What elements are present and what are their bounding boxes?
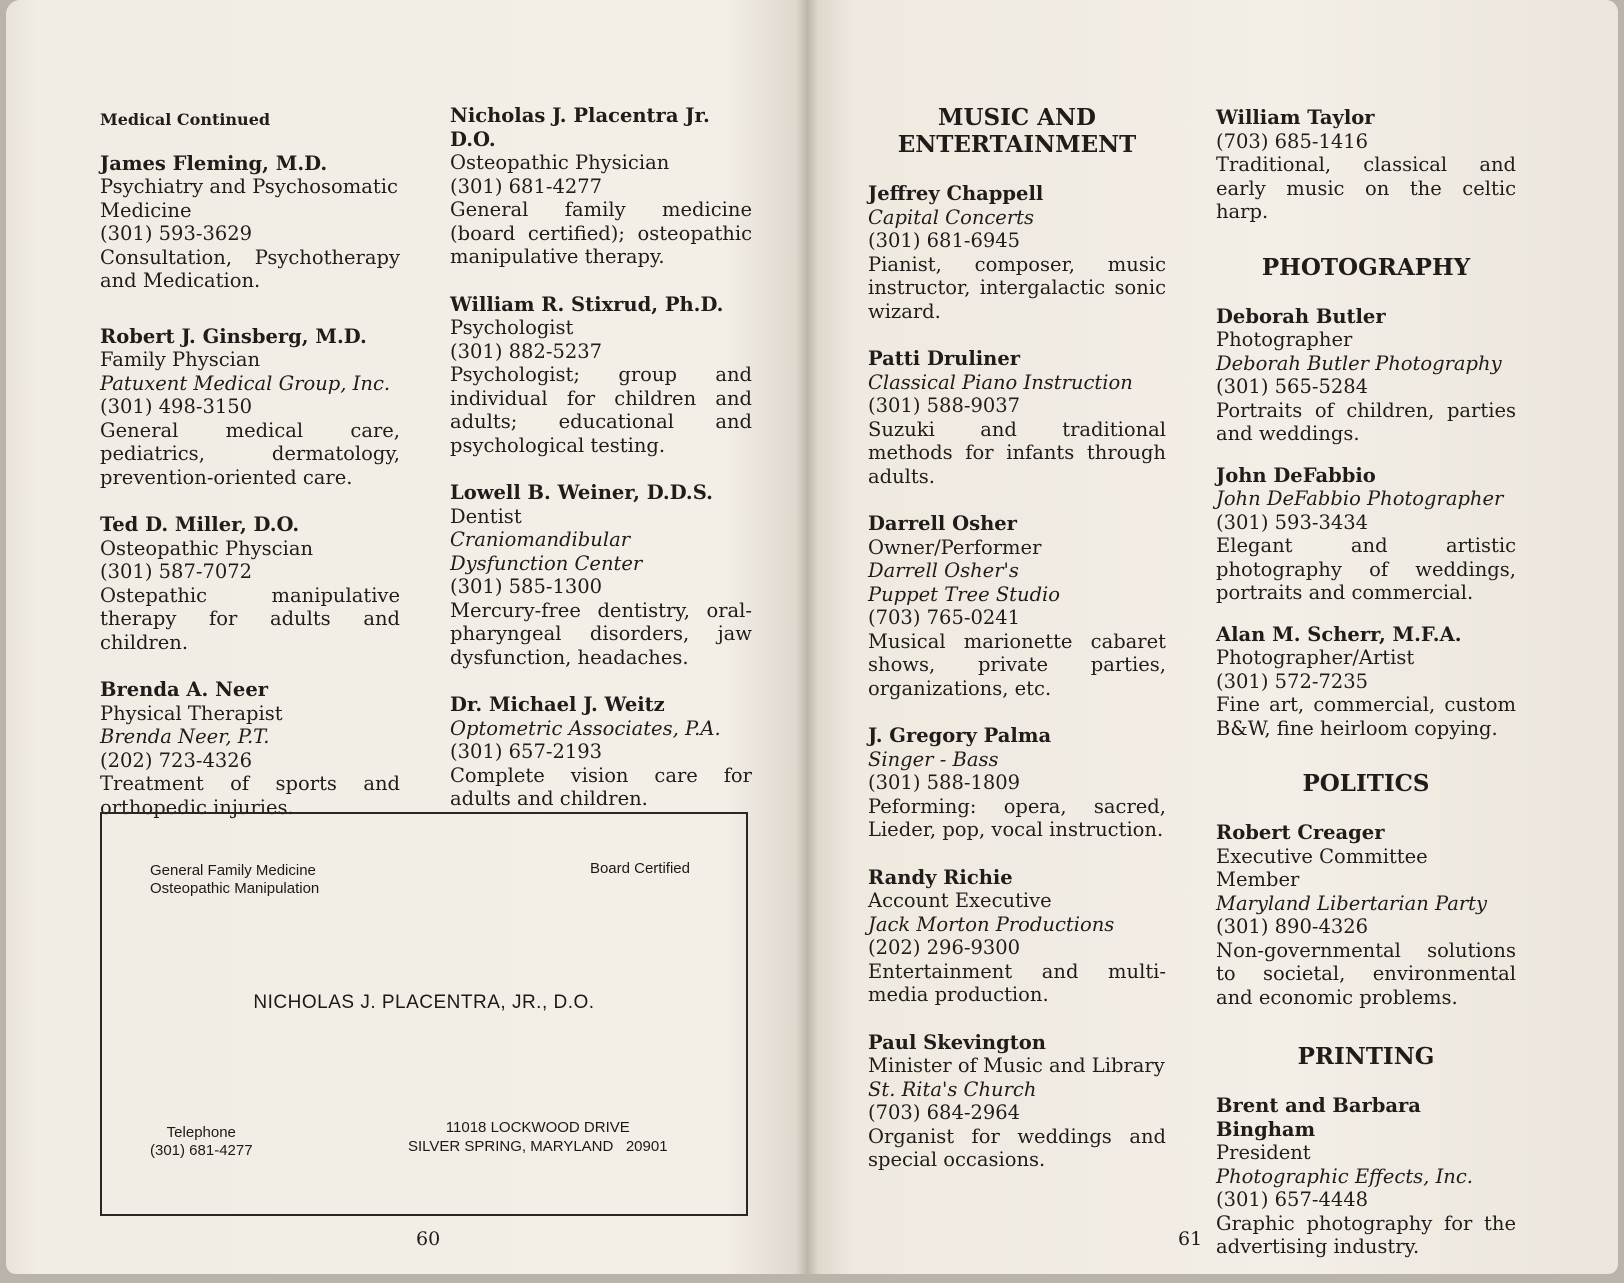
listing-entry bbox=[1216, 464, 1516, 605]
listing-entry bbox=[868, 724, 1166, 842]
entry-name: James Fleming, M.D. bbox=[100, 151, 328, 175]
entry-name: John DeFabbio bbox=[1216, 463, 1376, 487]
entry-description: Elegant and artistic photography of weddings, portraits and commercial. bbox=[1216, 534, 1516, 604]
entry-phone: (301) 593-3629 bbox=[100, 222, 253, 245]
entry-title: Photographer bbox=[1216, 328, 1353, 351]
heading-line: ENTERTAINMENT bbox=[897, 131, 1137, 158]
card-address-line: 11018 LOCKWOOD DRIVE bbox=[445, 1119, 630, 1136]
entry-phone: (202) 296-9300 bbox=[868, 936, 1021, 959]
card-name: NICHOLAS J. PLACENTRA, JR., D.O. bbox=[253, 992, 595, 1013]
entry-title: Executive Committee Member bbox=[1216, 844, 1428, 891]
entry-name: Alan M. Scherr, M.F.A. bbox=[1216, 622, 1462, 646]
listing-entry bbox=[868, 866, 1166, 1007]
entry-name: Paul Skevington bbox=[868, 1030, 1046, 1054]
listing-entry bbox=[1216, 821, 1516, 1009]
entry-organization: John DeFabbio Photographer bbox=[1216, 487, 1504, 510]
section-heading-politics: POLITICS bbox=[1302, 770, 1430, 797]
entry-description: Ostepathic manipulative therapy for adults and children. bbox=[100, 583, 400, 654]
entry-name: Nicholas J. Placentra Jr. D.O. bbox=[450, 104, 710, 151]
entry-name: Robert Creager bbox=[1216, 821, 1385, 844]
card-service-line: Osteopathic Manipulation bbox=[150, 880, 320, 897]
entry-description: Complete vision care for adults and children. bbox=[450, 763, 752, 810]
section-heading-photography: PHOTOGRAPHY bbox=[1261, 253, 1471, 281]
entry-phone: (301) 681-4277 bbox=[450, 174, 603, 198]
listing-entry bbox=[450, 481, 752, 669]
entry-name: Patti Druliner bbox=[868, 347, 1021, 370]
entry-title: Physical Therapist bbox=[100, 701, 283, 725]
entry-description: General medical care, pediatrics, dermatology, prevention-oriented care. bbox=[100, 418, 400, 489]
entry-organization: Brenda Neer, P.T. bbox=[100, 725, 270, 748]
entry-name: Brenda A. Neer bbox=[100, 678, 269, 701]
entry-organization: Maryland Libertarian Party bbox=[1216, 891, 1488, 915]
entry-phone: (301) 890-4326 bbox=[1216, 915, 1369, 938]
section-heading-music bbox=[868, 104, 1166, 158]
entry-phone: (301) 588-1809 bbox=[868, 771, 1021, 794]
listing-entry bbox=[868, 347, 1166, 488]
entry-phone: (301) 498-3150 bbox=[100, 395, 253, 418]
entry-title: Osteopathic Physician bbox=[450, 151, 670, 174]
entry-title: Family Physcian bbox=[100, 348, 261, 371]
entry-title: Photographer/Artist bbox=[1216, 646, 1415, 669]
entry-name: Randy Richie bbox=[868, 865, 1013, 889]
entry-title: Account Executive bbox=[868, 889, 1052, 912]
entry-description: Traditional, classical and early music on the celtic harp. bbox=[1216, 153, 1516, 223]
right-column-1 bbox=[868, 104, 1166, 1196]
heading-line: MUSIC AND bbox=[937, 104, 1096, 131]
entry-name: William Taylor bbox=[1216, 106, 1375, 129]
entry-name: Ted D. Miller, D.O. bbox=[100, 513, 300, 536]
listing-entry bbox=[1216, 1094, 1516, 1259]
left-column-2 bbox=[450, 104, 752, 835]
entry-organization: Jack Morton Productions bbox=[868, 912, 1115, 936]
entry-phone: (301) 572-7235 bbox=[1216, 669, 1369, 693]
entry-description: Psychologist; group and individual for children and adults; educational and psychological testing. bbox=[450, 363, 752, 457]
right-column-2 bbox=[1216, 106, 1516, 1283]
page-number-left: 60 bbox=[416, 1228, 441, 1250]
entry-organization: St. Rita's Church bbox=[868, 1077, 1037, 1101]
entry-description: Consultation, Psychotherapy and Medication. bbox=[100, 245, 400, 292]
entry-description: Suzuki and traditional methods for infants through adults. bbox=[868, 417, 1166, 488]
entry-name: J. Gregory Palma bbox=[868, 724, 1052, 747]
card-certification: Board Certified bbox=[589, 860, 690, 877]
entry-description: Portraits of children, parties and weddings. bbox=[1216, 398, 1516, 445]
entry-title: President bbox=[1216, 1141, 1311, 1164]
entry-title: Owner/Performer bbox=[868, 535, 1042, 559]
entry-description: Musical marionette cabaret shows, private parties, organizations, etc. bbox=[868, 629, 1166, 700]
entry-title: Psychologist bbox=[450, 316, 574, 339]
entry-name: William R. Stixrud, Ph.D. bbox=[450, 292, 724, 316]
entry-organization: Photographic Effects, Inc. bbox=[1216, 1164, 1473, 1188]
listing-entry bbox=[100, 325, 400, 490]
book-gutter bbox=[796, 0, 818, 1274]
entry-phone: (301) 657-4448 bbox=[1216, 1188, 1369, 1211]
entry-description: Non-governmental solutions to societal, environmental and economic problems. bbox=[1216, 938, 1516, 1009]
entry-phone: (301) 657-2193 bbox=[450, 740, 603, 763]
card-service-line: General Family Medicine bbox=[150, 862, 316, 879]
entry-description: Treatment of sports and orthopedic injuries. bbox=[100, 772, 400, 819]
listing-entry bbox=[100, 678, 400, 819]
entry-organization: Craniomandibular Dysfunction Center bbox=[450, 528, 643, 575]
entry-phone: (703) 685-1416 bbox=[1216, 129, 1369, 153]
entry-title: Dentist bbox=[450, 504, 522, 528]
section-heading-printing: PRINTING bbox=[1297, 1043, 1435, 1070]
entry-name: Robert J. Ginsberg, M.D. bbox=[100, 324, 367, 348]
entry-phone: (202) 723-4326 bbox=[100, 748, 253, 772]
entry-organization: Deborah Butler Photography bbox=[1216, 351, 1502, 375]
entry-description: General family medicine (board certified); osteopathic manipulative therapy. bbox=[450, 198, 752, 268]
listing-entry bbox=[868, 182, 1166, 323]
entry-description: Pianist, composer, music instructor, intergalactic sonic wizard. bbox=[868, 252, 1166, 323]
entry-description: Graphic photography for the advertising industry. bbox=[1216, 1211, 1516, 1258]
entry-title: Osteopathic Physcian bbox=[100, 536, 314, 560]
entry-name: Darrell Osher bbox=[868, 512, 1017, 535]
entry-name: Brent and Barbara Bingham bbox=[1216, 1094, 1421, 1141]
listing-entry bbox=[868, 1031, 1166, 1172]
entry-name: Lowell B. Weiner, D.D.S. bbox=[450, 481, 713, 504]
business-card-ad bbox=[100, 812, 748, 1216]
entry-organization: Patuxent Medical Group, Inc. bbox=[100, 371, 391, 395]
entry-organization: Capital Concerts bbox=[868, 205, 1035, 229]
left-column-1 bbox=[100, 108, 400, 843]
page-number-right: 61 bbox=[1178, 1228, 1203, 1250]
listing-entry bbox=[450, 693, 752, 811]
entry-phone: (301) 565-5284 bbox=[1216, 375, 1369, 398]
entry-phone: (301) 588-9037 bbox=[868, 394, 1021, 417]
card-phone: (301) 681-4277 bbox=[150, 1142, 253, 1159]
listing-entry bbox=[868, 512, 1166, 700]
listing-entry bbox=[1216, 623, 1516, 741]
listing-entry bbox=[100, 513, 400, 654]
listing-entry bbox=[450, 293, 752, 458]
entry-phone: (301) 681-6945 bbox=[868, 229, 1021, 252]
listing-entry bbox=[1216, 106, 1516, 224]
listing-entry bbox=[1216, 305, 1516, 446]
entry-organization-2: Puppet Tree Studio bbox=[868, 582, 1061, 606]
entry-description: Peforming: opera, sacred, Lieder, pop, vocal instruction. bbox=[868, 794, 1166, 841]
entry-phone: (301) 593-3434 bbox=[1216, 510, 1369, 534]
entry-phone: (703) 765-0241 bbox=[868, 606, 1021, 629]
entry-name: Deborah Butler bbox=[1216, 304, 1386, 328]
entry-organization: Classical Piano Instruction bbox=[868, 370, 1133, 394]
listing-entry bbox=[100, 152, 400, 293]
entry-description: Organist for weddings and special occasions. bbox=[868, 1124, 1166, 1171]
entry-description: Fine art, commercial, custom B&W, fine heirloom copying. bbox=[1216, 693, 1516, 740]
entry-name: Jeffrey Chappell bbox=[868, 182, 1044, 205]
entry-phone: (301) 587-7072 bbox=[100, 560, 253, 583]
entry-phone: (301) 882-5237 bbox=[450, 339, 603, 363]
entry-organization: Optometric Associates, P.A. bbox=[450, 716, 721, 740]
entry-organization: Darrell Osher's bbox=[868, 559, 1019, 582]
entry-title: Minister of Music and Library bbox=[868, 1054, 1165, 1077]
entry-phone: (301) 585-1300 bbox=[450, 575, 603, 598]
entry-title: Psychiatry and Psychosomatic Medicine bbox=[100, 175, 398, 222]
entry-organization: Singer - Bass bbox=[868, 747, 999, 771]
card-address bbox=[408, 1118, 668, 1156]
listing-entry bbox=[450, 104, 752, 269]
card-services bbox=[150, 862, 319, 898]
entry-description: Mercury-free dentistry, oral-pharyngeal disorders, jaw dysfunction, headaches. bbox=[450, 598, 752, 669]
entry-description: Entertainment and multi-media production. bbox=[868, 959, 1166, 1006]
entry-name: Dr. Michael J. Weitz bbox=[450, 693, 665, 716]
card-address-line: SILVER SPRING, MARYLAND 20901 bbox=[408, 1138, 668, 1155]
card-phone-label: Telephone bbox=[166, 1124, 236, 1141]
card-phone-block bbox=[150, 1124, 253, 1160]
entry-phone: (703) 684-2964 bbox=[868, 1101, 1021, 1124]
section-continued-label: Medical Continued bbox=[100, 110, 271, 129]
